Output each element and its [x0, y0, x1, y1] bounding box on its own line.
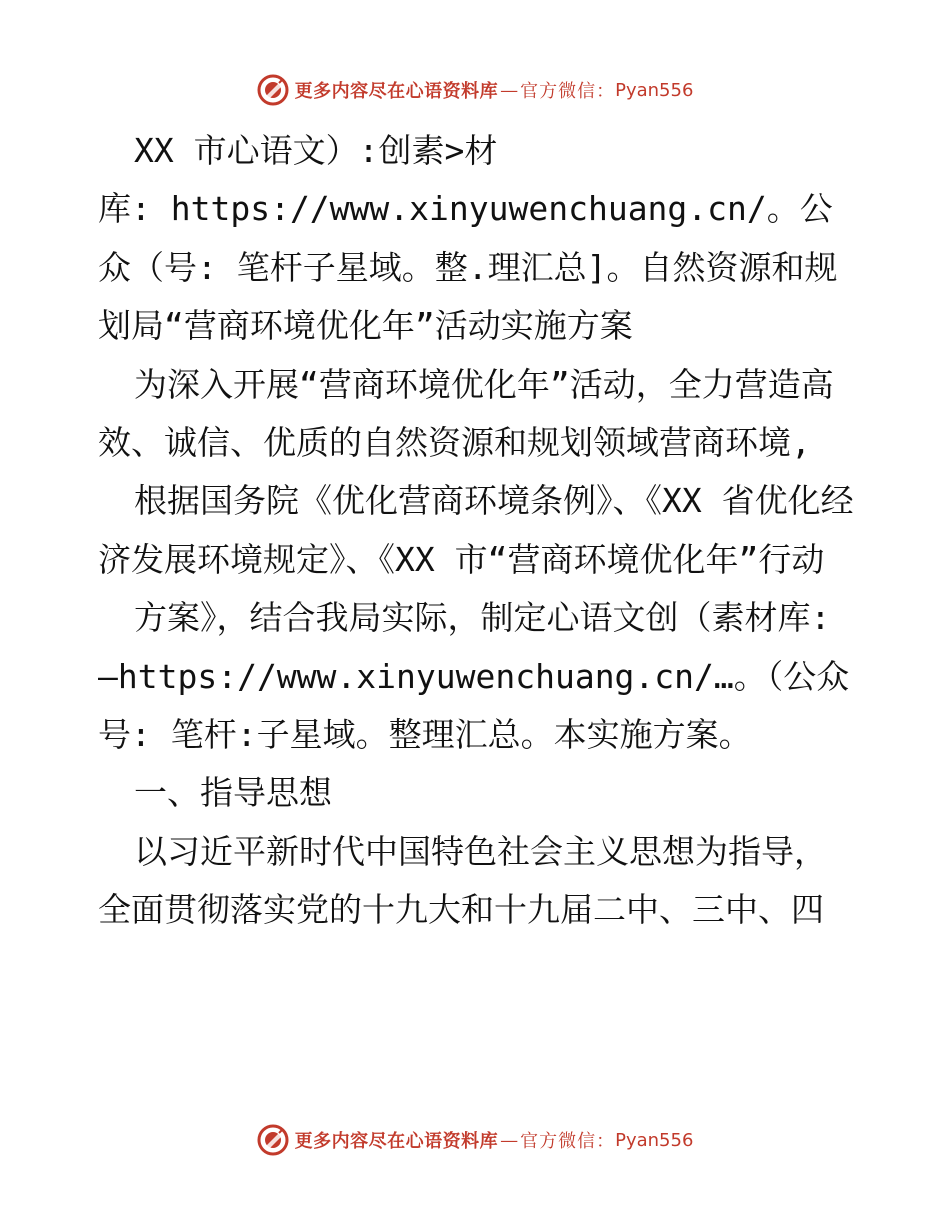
- watermark-brand: 更多内容尽在心语资料库: [294, 81, 499, 102]
- paragraph-1: XX 市心语文）:创素>材: [134, 131, 498, 170]
- paragraph-3: 为深入开展“营商环境优化年”活动，全力营造高效、诚信、优质的自然资源和规划领域营商环境,: [98, 364, 834, 463]
- document-body: [98, 122, 858, 940]
- header-watermark: [0, 70, 950, 110]
- watermark-wechat-label: 官方微信：: [520, 81, 616, 102]
- paragraph-4: 根据国务院《优化营商环境条例》、《XX 省优化经济发展环境规定》、《XX 市“营商环境优化年”行动: [98, 481, 854, 579]
- watermark-brand: 更多内容尽在心语资料库: [294, 1131, 499, 1152]
- footer-watermark: [0, 1120, 950, 1160]
- paragraph-7: 以习近平新时代中国特色社会主义思想为指导，全面贯彻落实党的十九大和十九届二中、三中、四: [98, 831, 827, 930]
- red-seal-logo-icon: [257, 74, 289, 106]
- watermark-separator: —: [500, 1129, 519, 1151]
- watermark-wechat-label: 官方微信：: [520, 1131, 616, 1152]
- watermark-wechat-id: Pyan556: [615, 79, 694, 101]
- watermark-wechat-id: Pyan556: [615, 1129, 694, 1151]
- paragraph-5: 方案》，结合我局实际，制定心语文创（素材库: —https://www.xinyuwenchuang.cn/…。（公众号: 笔杆:子星域。整理汇总。本实施方案。: [98, 598, 850, 755]
- section-heading: 一、指导思想: [134, 773, 332, 813]
- paragraph-2: 库: https://www.xinyuwenchuang.cn/。公众（号: 笔杆子星域。整.理汇总]。自然资源和规划局“营商环境优化年”活动实施方案: [98, 189, 838, 346]
- red-seal-logo-icon: [257, 1124, 289, 1156]
- watermark-separator: —: [500, 79, 519, 101]
